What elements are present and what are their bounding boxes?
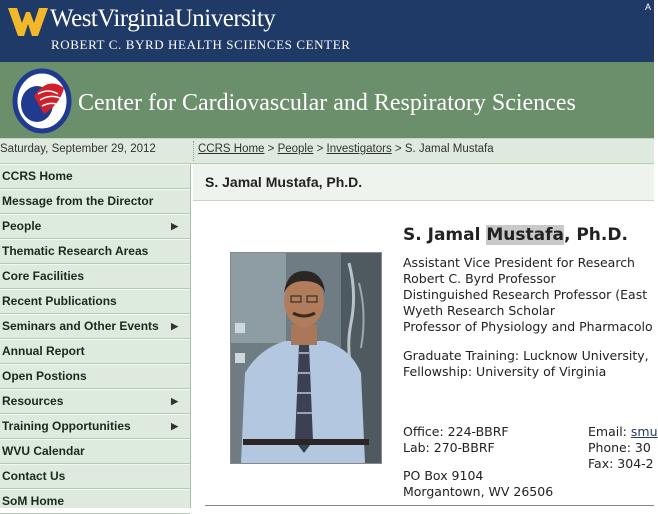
office-location: Office: 224-BBRF <box>403 424 509 439</box>
sidebar-item-open-positions[interactable] <box>0 364 190 389</box>
sidebar-item-label: Thematic Research Areas <box>2 244 149 258</box>
top-corner-text[interactable]: A <box>645 2 652 12</box>
submenu-arrow-icon: ▶ <box>171 321 178 331</box>
sidebar-item-som-home[interactable] <box>0 489 190 514</box>
sidebar-item-seminars-events[interactable] <box>0 314 190 339</box>
bar-divider <box>193 141 194 161</box>
sidebar-item-label: Resources <box>2 394 64 408</box>
city-state-zip: Morgantown, WV 26506 <box>403 484 554 499</box>
title-line: Assistant Vice President for Research <box>403 255 635 270</box>
sidebar-item-label: Seminars and Other Events <box>2 319 159 333</box>
sidebar-item-wvu-calendar[interactable] <box>0 439 190 464</box>
sidebar-item-people[interactable] <box>0 214 190 239</box>
po-box: PO Box 9104 <box>403 468 484 483</box>
sidebar-item-label: Open Postions <box>2 369 87 383</box>
email-line <box>588 424 658 440</box>
sidebar-item-label: Core Facilities <box>2 269 85 283</box>
sidebar-item-recent-publications[interactable] <box>0 289 190 314</box>
sidebar-item-label: WVU Calendar <box>2 444 85 458</box>
email-label: Email: <box>588 424 631 439</box>
sidebar-item-resources[interactable] <box>0 389 190 414</box>
title-line: Distinguished Research Professor (East <box>403 287 648 302</box>
sidebar-item-core-facilities[interactable] <box>0 264 190 289</box>
breadcrumb-link-people[interactable]: People <box>277 143 314 155</box>
sidebar-item-ccrs-home[interactable] <box>0 164 190 189</box>
wvu-banner <box>0 0 654 62</box>
breadcrumb-link-investigators[interactable]: Investigators <box>326 143 392 155</box>
title-line: Robert C. Byrd Professor <box>403 271 556 286</box>
submenu-arrow-icon: ▶ <box>171 421 178 431</box>
ccrs-heart-lung-logo[interactable] <box>8 66 74 134</box>
name-first: S. Jamal <box>403 225 487 245</box>
breadcrumb-current: S. Jamal Mustafa <box>404 143 494 155</box>
sidebar-item-thematic-research-areas[interactable] <box>0 239 190 264</box>
sidebar-item-label: Recent Publications <box>2 294 117 308</box>
sidebar-item-message-from-director[interactable] <box>0 189 190 214</box>
graduate-training: Graduate Training: Lucknow University, <box>403 348 649 363</box>
title-line: Professor of Physiology and Pharmacolo <box>403 319 653 334</box>
sidebar-item-annual-report[interactable] <box>0 339 190 364</box>
sidebar-item-label: CCRS Home <box>2 169 73 183</box>
investigator-portrait-image <box>231 253 381 463</box>
page-title: S. Jamal Mustafa, Ph.D. <box>205 174 363 190</box>
sidebar-item-contact-us[interactable] <box>0 464 190 489</box>
center-title: Center for Cardiovascular and Respiratory Sciences <box>78 90 576 116</box>
fax-line: Fax: 304-2 <box>588 456 654 471</box>
breadcrumb-link-ccrs-home[interactable]: CCRS Home <box>198 143 265 155</box>
sidebar-item-label: Training Opportunities <box>2 419 131 433</box>
fellowship: Fellowship: University of Virginia <box>403 364 607 379</box>
email-link[interactable]: smu <box>630 424 658 439</box>
name-highlighted: Mustafa <box>486 225 564 245</box>
sidebar-item-label: Message from the Director <box>2 194 154 208</box>
investigator-photo <box>230 252 382 464</box>
phone-line: Phone: 30 <box>588 440 651 455</box>
content-divider <box>205 505 654 506</box>
sidebar-item-label: Annual Report <box>2 344 85 358</box>
hsc-subtitle: ROBERT C. BYRD HEALTH SCIENCES CENTER <box>51 37 351 52</box>
submenu-arrow-icon: ▶ <box>171 396 178 406</box>
sidebar-item-label: Contact Us <box>2 469 66 483</box>
sidebar-item-label: People <box>2 219 42 233</box>
title-line: Wyeth Research Scholar <box>403 303 555 318</box>
breadcrumb-separator: > <box>391 143 405 155</box>
page-title-bar <box>193 164 654 201</box>
sidebar-nav <box>0 164 191 508</box>
date-breadcrumb-bar <box>0 138 654 164</box>
sidebar-item-label: SoM Home <box>2 494 65 508</box>
submenu-arrow-icon: ▶ <box>171 221 178 231</box>
name-suffix: , Ph.D. <box>563 225 628 245</box>
breadcrumb-separator: > <box>264 143 278 155</box>
ccrs-header <box>0 62 654 138</box>
breadcrumb-separator: > <box>313 143 327 155</box>
investigator-name <box>403 225 628 245</box>
lab-location: Lab: 270-BBRF <box>403 440 495 455</box>
breadcrumb <box>198 143 494 155</box>
university-wordmark[interactable]: WestVirginiaUniversity <box>50 5 276 32</box>
current-date: Saturday, September 29, 2012 <box>0 143 156 155</box>
wvu-flying-wv-logo[interactable] <box>8 6 48 38</box>
sidebar-item-training-opportunities[interactable] <box>0 414 190 439</box>
